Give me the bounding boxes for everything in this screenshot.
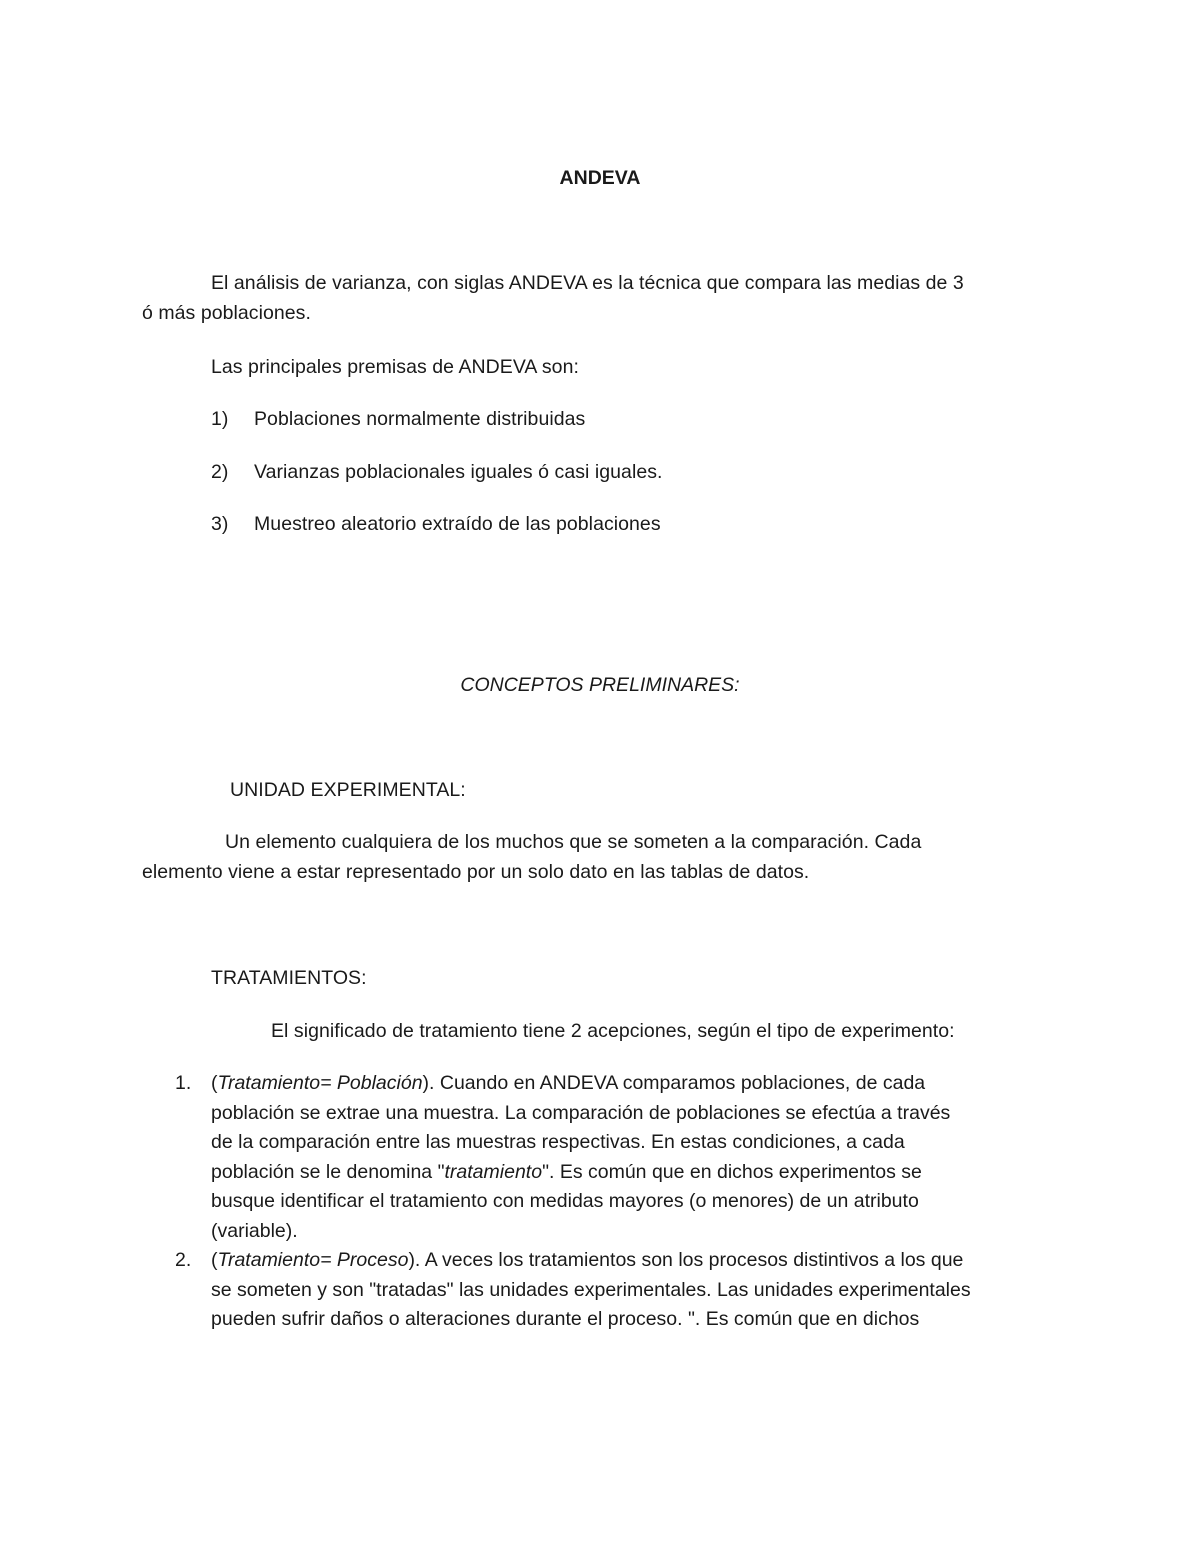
intro-line-1: El análisis de varianza, con siglas ANDEVA es la técnica que compara las medias de 3 bbox=[211, 272, 964, 294]
section-title: CONCEPTOS PRELIMINARES: bbox=[460, 674, 740, 696]
list-item-text: población se le denomina " bbox=[211, 1160, 445, 1183]
list-item-text: ". Es común que en dichos experimentos se bbox=[542, 1160, 922, 1183]
list-item-text: ). A veces los tratamientos son los procesos distintivos a los que bbox=[408, 1249, 964, 1271]
italic-term: Tratamiento= Población bbox=[217, 1072, 423, 1094]
premise-number: 2) bbox=[211, 461, 229, 483]
italic-term: Tratamiento= Proceso bbox=[217, 1249, 409, 1271]
list-item-line bbox=[211, 1246, 971, 1276]
list-item bbox=[211, 1246, 971, 1335]
premise-text: Poblaciones normalmente distribuidas bbox=[254, 408, 586, 430]
list-item-line: población se extrae una muestra. La comparación de poblaciones se efectúa a través bbox=[211, 1101, 951, 1124]
unidad-line-1: Un elemento cualquiera de los muchos que se someten a la comparación. Cada bbox=[225, 831, 922, 853]
tratamientos-intro: El significado de tratamiento tiene 2 acepciones, según el tipo de experimento: bbox=[271, 1020, 955, 1042]
paren: ( bbox=[211, 1072, 218, 1094]
list-item-number: 1. bbox=[175, 1072, 192, 1094]
list-item-line bbox=[211, 1069, 950, 1099]
premise-text: Muestreo aleatorio extraído de las poblaciones bbox=[254, 513, 661, 535]
list-item-line: (variable). bbox=[211, 1219, 298, 1242]
list-item-line: de la comparación entre las muestras respectivas. En estas condiciones, a cada bbox=[211, 1131, 905, 1153]
unidad-line-2: elemento viene a estar representado por un solo dato en las tablas de datos. bbox=[142, 861, 810, 883]
premise-number: 1) bbox=[211, 408, 229, 430]
list-item-text: ). Cuando en ANDEVA comparamos poblaciones, de cada bbox=[422, 1072, 926, 1094]
premises-heading: Las principales premisas de ANDEVA son: bbox=[211, 356, 579, 378]
document-title: ANDEVA bbox=[559, 167, 641, 189]
list-item-line: pueden sufrir daños o alteraciones durante el proceso. ". Es común que en dichos bbox=[211, 1308, 920, 1330]
premise-text: Varianzas poblacionales iguales ó casi iguales. bbox=[254, 461, 663, 483]
tratamientos-heading: TRATAMIENTOS: bbox=[211, 967, 367, 989]
intro-line-2: ó más poblaciones. bbox=[142, 302, 311, 324]
list-item-line: se someten y son "tratadas" las unidades experimentales. Las unidades experimentales bbox=[211, 1278, 971, 1301]
paren: ( bbox=[211, 1249, 218, 1271]
unidad-heading: UNIDAD EXPERIMENTAL: bbox=[230, 779, 466, 801]
list-item-number: 2. bbox=[175, 1249, 192, 1271]
italic-term: tratamiento bbox=[444, 1160, 543, 1183]
list-item bbox=[211, 1069, 950, 1246]
list-item-line: busque identificar el tratamiento con medidas mayores (o menores) de un atributo bbox=[211, 1190, 919, 1212]
list-item-line bbox=[211, 1158, 950, 1188]
premise-number: 3) bbox=[211, 513, 229, 535]
